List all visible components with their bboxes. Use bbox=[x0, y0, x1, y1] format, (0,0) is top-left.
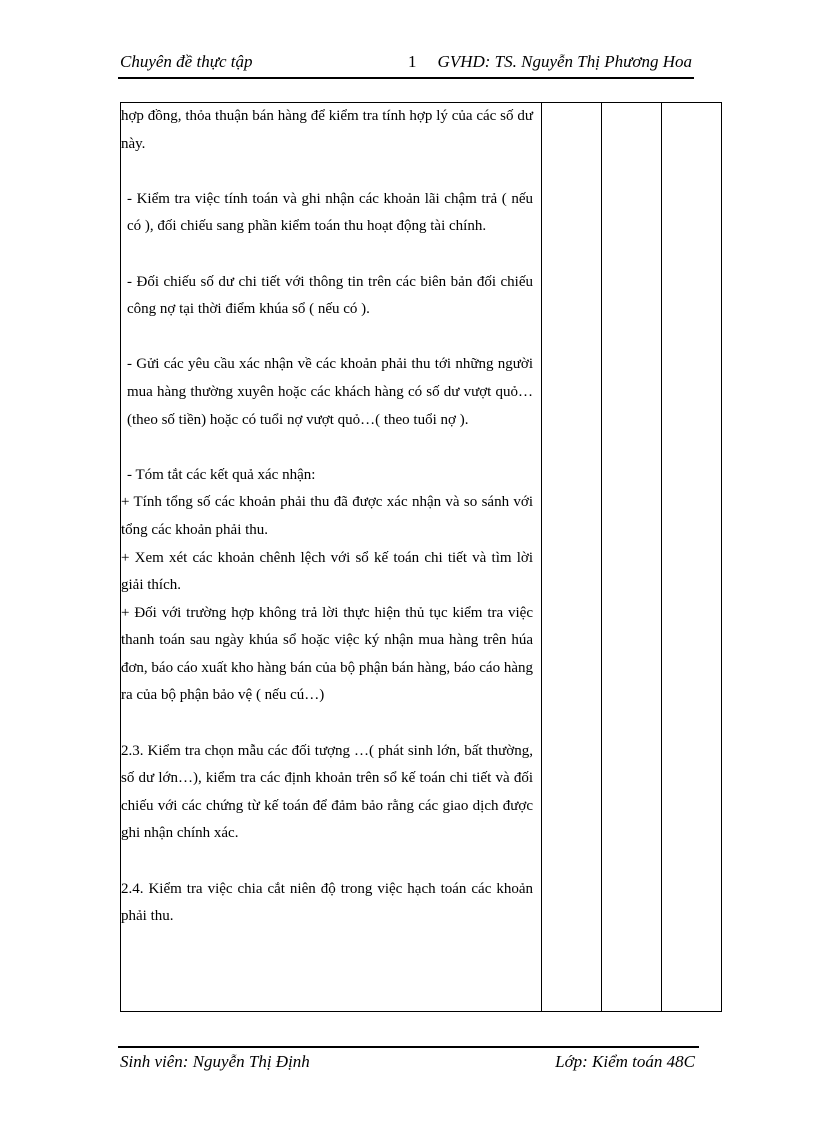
paragraph-summary-no-reply: + Đối với trường hợp không trả lời thực hiện thủ tục kiểm tra việc thanh toán sau ngày khúa sổ hoặc việc ký nhận mua hàng trên húa đơn, báo cáo xuất kho hàng bán của bộ phận bán hàng, báo cáo hàng ra của bộ phận bảo vệ ( nếu cú…) bbox=[121, 604, 533, 704]
column-divider bbox=[661, 103, 662, 1011]
paragraph-balance-reconcile: - Đối chiếu số dư chi tiết với thông tin trên các biên bản đối chiếu công nợ tại thời điểm khúa sổ ( nếu có ). bbox=[127, 273, 533, 318]
paragraph-section-2-3: 2.3. Kiểm tra chọn mẫu các đối tượng …( phát sinh lớn, bất thường, số dư lớn…), kiểm tra các định khoản trên sổ kế toán chi tiết và đối chiếu với các chứng từ kế toán để đảm bảo rằng các giao dịch được ghi nhận chính xác. bbox=[121, 742, 533, 842]
footer-class: Lớp: Kiểm toán 48C bbox=[555, 1052, 695, 1071]
header-title: Chuyên đề thực tập bbox=[120, 52, 253, 71]
paragraph-summary-total: + Tính tổng số các khoản phải thu đã được xác nhận và so sánh với tổng các khoản phải thu. bbox=[121, 494, 533, 538]
paragraph-continuation: hợp đồng, thỏa thuận bán hàng để kiểm tra tính hợp lý của các số dư này. bbox=[121, 108, 533, 152]
paragraph-summary-heading: - Tóm tắt các kết quả xác nhận: bbox=[127, 466, 316, 483]
page-header bbox=[118, 50, 694, 76]
audit-procedure-table bbox=[120, 102, 722, 1012]
page-footer bbox=[118, 1052, 699, 1076]
paragraph-interest-check: - Kiểm tra việc tính toán và ghi nhận các khoản lãi chậm trả ( nếu có ), đối chiếu sang phần kiểm toán thu hoạt động tài chính. bbox=[127, 190, 533, 235]
header-divider bbox=[118, 77, 694, 79]
column-divider bbox=[601, 103, 602, 1011]
paragraph-section-2-4: 2.4. Kiểm tra việc chia cắt niên độ trong việc hạch toán các khoản phải thu. bbox=[121, 880, 533, 925]
paragraph-summary-differences: + Xem xét các khoản chênh lệch với sổ kế toán chi tiết và tìm lời giải thích. bbox=[121, 549, 533, 594]
header-supervisor: GVHD: TS. Nguyễn Thị Phương Hoa bbox=[437, 52, 692, 71]
column-divider bbox=[541, 103, 542, 1011]
paragraph-confirmation-request: - Gửi các yêu cầu xác nhận về các khoản phải thu tới những người mua hàng thường xuyên hoặc các khách hàng có số dư vượt quỏ…(theo số tiền) hoặc có tuổi nợ vượt quỏ…( theo tuổi nợ ). bbox=[127, 356, 533, 428]
page-number: 1 bbox=[408, 52, 417, 71]
footer-student: Sinh viên: Nguyễn Thị Định bbox=[120, 1052, 310, 1071]
procedure-cell bbox=[121, 103, 533, 931]
footer-divider bbox=[118, 1046, 699, 1048]
